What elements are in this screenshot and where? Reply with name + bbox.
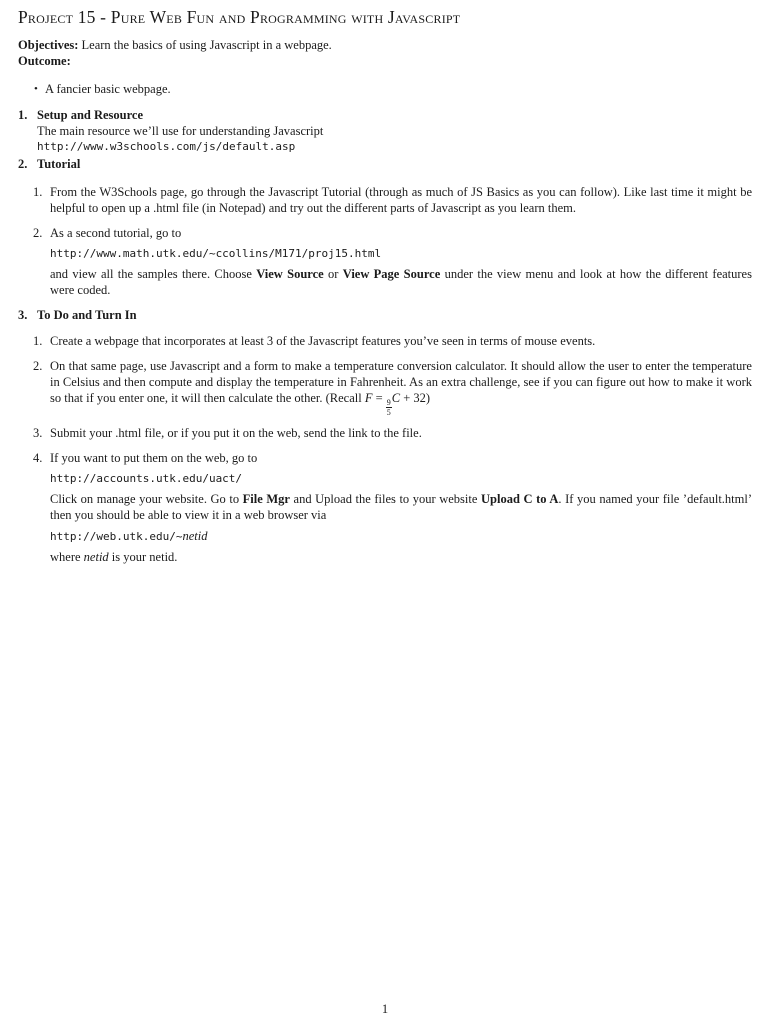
setup-intro-text: The main resource we’ll use for understanding Javascript [37, 124, 324, 138]
section-2-heading: Tutorial [37, 157, 81, 171]
page-title: Project 15 - Pure Web Fun and Programming with Javascript [18, 7, 461, 27]
text-segment: under the view menu and look at how the different features were coded. [50, 267, 752, 297]
upload-c-to-a-bold: Upload C to A [481, 492, 559, 506]
w3schools-url: http://www.w3schools.com/js/default.asp [37, 140, 296, 153]
view-page-source-bold: View Page Source [342, 267, 441, 281]
formula-var-c: C [391, 391, 401, 405]
todo-item-2-number: 2. [33, 359, 43, 373]
todo-list [33, 333, 752, 565]
section-3-number: 3. [18, 308, 28, 322]
tutorial-item-1-number: 1. [33, 185, 43, 199]
formula-var-f: F [364, 391, 373, 405]
todo-item-3 [33, 425, 752, 441]
tutorial-item-2-intro: As a second tutorial, go to [50, 226, 182, 240]
web-utk-url-prefix: http://web.utk.edu/~ [50, 530, 183, 543]
todo-item-4-intro: If you want to put them on the web, go to [50, 451, 258, 465]
todo-item-4-number: 4. [33, 451, 43, 465]
accounts-utk-url: http://accounts.utk.edu/uact/ [50, 472, 243, 485]
todo-item-2 [33, 358, 752, 416]
todo-item-1 [33, 333, 752, 349]
text-segment: and Upload the files to your website [289, 492, 481, 506]
page-number: 1 [381, 1002, 389, 1016]
todo-item-3-text: Submit your .html file, or if you put it on the web, send the link to the file. [50, 426, 422, 440]
text-segment: Click on manage your website. Go to [50, 492, 243, 506]
netid-italic: netid [83, 550, 109, 564]
outcome-line [18, 53, 752, 69]
todo-item-3-number: 3. [33, 426, 43, 440]
todo-item-4-text [50, 491, 752, 523]
formula-equals: = [372, 391, 386, 405]
todo-item-1-text: Create a webpage that incorporates at least 3 of the Javascript features you’ve seen in terms of mouse events. [50, 334, 596, 348]
text-segment: or [323, 267, 343, 281]
bullet-icon: • [34, 83, 38, 95]
tutorial-item-2-number: 2. [33, 226, 43, 240]
todo-item-1-number: 1. [33, 334, 43, 348]
web-utk-url-netid: netid [182, 529, 208, 543]
section-tutorial [18, 156, 752, 172]
fraction-numerator: 9 [386, 398, 391, 407]
text-segment: is your netid. [108, 550, 178, 564]
outcome-label: Outcome: [18, 54, 71, 68]
todo-item-4 [33, 450, 752, 565]
outcome-bullet-item [34, 81, 752, 97]
netid-explanation [50, 549, 752, 565]
view-source-bold: View Source [256, 267, 324, 281]
text-segment: and view all the samples there. Choose [50, 267, 257, 281]
section-todo-and-turn-in [18, 307, 752, 323]
tutorial-item-2-text [50, 266, 752, 298]
objectives-text: Learn the basics of using Javascript in a webpage. [81, 38, 332, 52]
outcome-bullet-text: A fancier basic webpage. [45, 82, 171, 96]
formula-tail: + 32) [400, 391, 431, 405]
objectives-line [18, 37, 752, 53]
tutorial-item-2 [33, 225, 752, 298]
fraction-denominator: 5 [386, 407, 391, 417]
tutorial-list [33, 184, 752, 298]
section-setup-and-resource [18, 107, 752, 155]
objectives-label: Objectives: [18, 38, 79, 52]
text-segment: . If you named your file ’default.html’ then you should be able to view it in a web browser via [50, 492, 752, 522]
tutorial-item-1 [33, 184, 752, 216]
section-2-number: 2. [18, 157, 28, 171]
web-utk-url [50, 528, 752, 545]
section-1-number: 1. [18, 108, 28, 122]
todo-item-2-text [50, 358, 752, 416]
text-segment: On that same page, use Javascript and a form to make a temperature conversion calculator. It should allow the user to enter the temperature in Celsius and then compute and display the temperature in Fahrenheit. As an extra challenge, see if you can figure out how to make it work so that if you enter one, it will then calculate the other. (Recall [50, 359, 752, 405]
file-mgr-bold: File Mgr [242, 492, 290, 506]
text-segment: where [50, 550, 84, 564]
tutorial-item-1-text: From the W3Schools page, go through the Javascript Tutorial (through as much of JS Basics as you can follow). Like last time it might be helpful to open up a .html file (in Notepad) and try out the different parts of Javascript as you learn them. [50, 185, 752, 215]
ccollins-tutorial-url: http://www.math.utk.edu/~ccollins/M171/proj15.html [50, 247, 382, 260]
section-1-heading: Setup and Resource [37, 108, 144, 122]
section-3-heading: To Do and Turn In [37, 308, 137, 322]
